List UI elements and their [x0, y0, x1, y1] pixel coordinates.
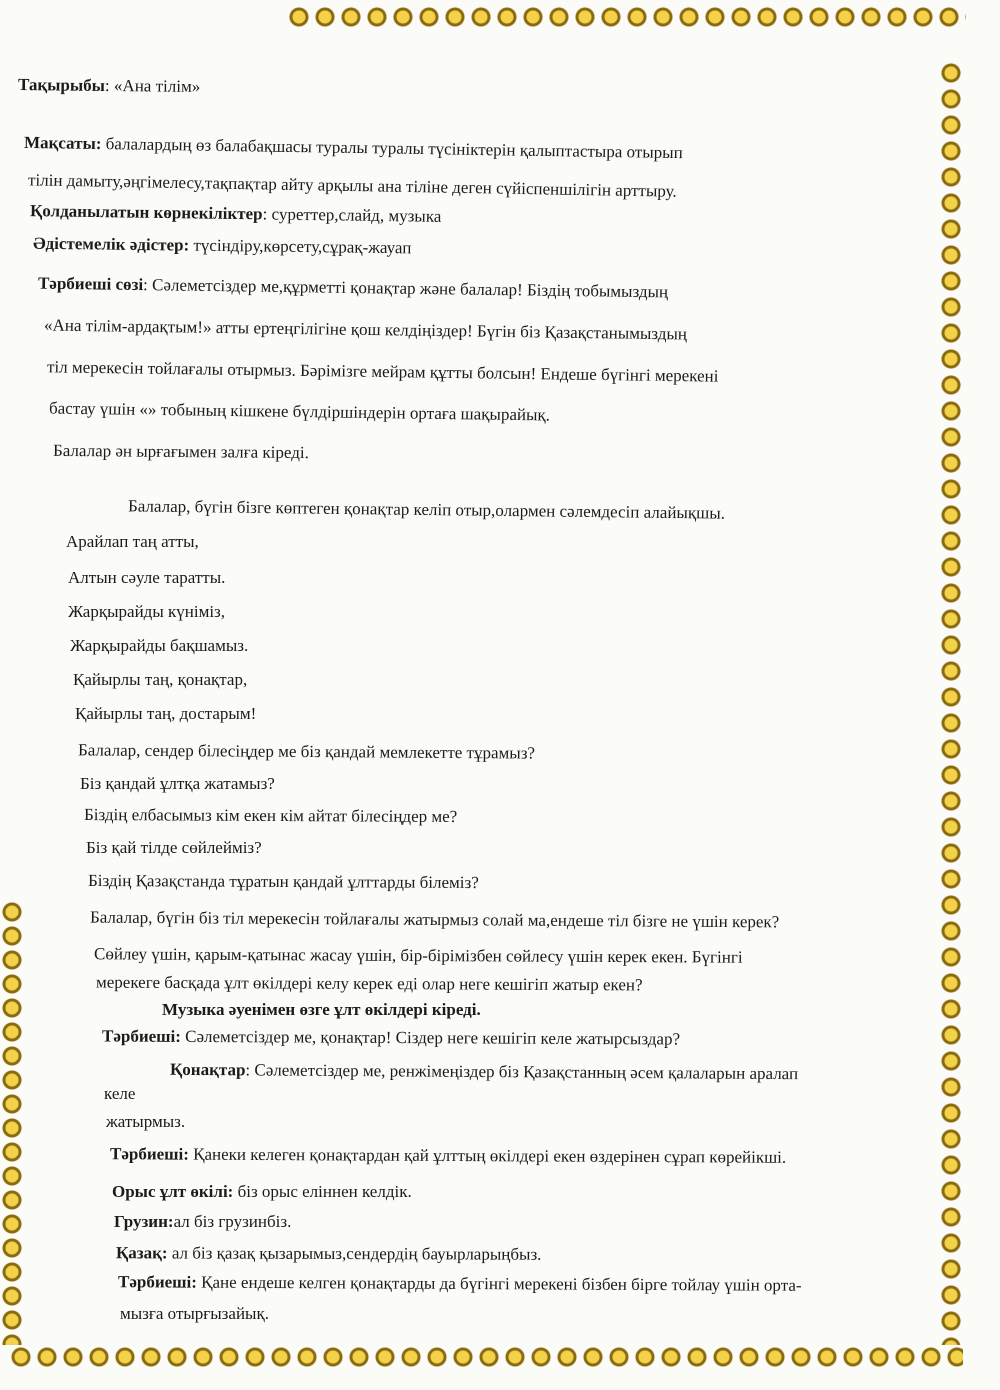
- bead-border-right: [938, 60, 964, 1345]
- dialogue-kazakh: Қазақ: ал біз қазақ қызарымыз,сендердің бауырларыңбыз.: [115, 1243, 542, 1264]
- poem-line: Қайырлы таң, қонақтар,: [73, 670, 248, 689]
- goal-line-1: Мақсаты: балалардың өз балабақшасы туралы туралы түсініктерін қалыптастыра отырып: [23, 132, 683, 163]
- poem-line: Алтын сәуле таратты.: [68, 568, 226, 587]
- greeting-intro: Балалар, бүгін бізге көптеген қонақтар келіп отыр,олармен сәлемдесіп алайықшы.: [127, 496, 726, 523]
- question-line: Біз қай тілде сөйлейміз?: [86, 838, 262, 857]
- dialogue-teacher-2: Тәрбиеші: Қанеки келеген қонақтардан қай ұлттың өкілдері екен өздерінен сұрап көрейікші.: [109, 1144, 787, 1167]
- topic-line: Тақырыбы: «Ана тілім»: [17, 75, 201, 96]
- teacher-intro-label: Тәрбиеші сөзі: [37, 273, 144, 295]
- dialogue-guests-line-2: келе: [104, 1084, 136, 1103]
- topic-value: «Ана тілім»: [113, 76, 201, 96]
- bead-border-bottom: [8, 1344, 963, 1370]
- visuals-line: Қолданылатын көрнекіліктер: суреттер,слайд, музыка: [29, 201, 442, 226]
- teacher-intro-line-4: бастау үшін «» тобының кішкене бүлдіршіндерін ортаға шақырайық.: [48, 398, 551, 425]
- dialogue-teacher-3-line-2: мызға отырғызайық.: [120, 1304, 269, 1323]
- dialogue-georgian: Грузин:ал біз грузинбіз.: [114, 1212, 292, 1231]
- holiday-line: Балалар, бүгін біз тіл мерекесін тойлағалы жатырмыз солай ма,ендеше тіл бізге не үшін керек?: [89, 907, 780, 932]
- goal-line-2: тілін дамыту,әңгімелесу,тақпақтар айту арқылы ана тіліне деген сүйіспеншілігін арттыру.: [27, 170, 677, 201]
- teacher-intro-line-1: Тәрбиеші сөзі: Сәлеметсіздер ме,құрметті қонақтар және балалар! Біздің тобымыздың: [37, 273, 669, 302]
- dialogue-russian: Орыс ұлт өкілі: біз орыс еліннен келдік.: [112, 1182, 412, 1201]
- bead-border-left: [0, 900, 24, 1345]
- dialogue-teacher-3-line-1: Тәрбиеші: Қане ендеше келген қонақтарды да бүгінгі мерекені бізбен бірге тойлау үшін орта-: [117, 1272, 802, 1295]
- poem-line: Қайырлы таң, достарым!: [75, 704, 257, 723]
- music-note: Музыка әуенімен өзге ұлт өкілдері кіреді.: [162, 1000, 481, 1019]
- methods-label: Әдістемелік әдістер:: [32, 233, 190, 255]
- poem-line: Жарқырайды бақшамыз.: [70, 636, 249, 655]
- goal-label: Мақсаты:: [23, 132, 102, 154]
- topic-label: Тақырыбы: [17, 75, 106, 95]
- question-line: Біздің Қазақстанда тұратын қандай ұлттарды білеміз?: [87, 870, 479, 893]
- holiday-line: Сөйлеу үшін, қарым-қатынас жасау үшін, бір-бірімізбен сөйлесу үшін керек екен. Бүгінгі: [93, 944, 743, 967]
- question-line: Біз қандай ұлтқа жатамыз?: [80, 774, 275, 793]
- dialogue-guests-line-3: жатырмыз.: [106, 1112, 186, 1131]
- teacher-intro-line-5: Балалар ән ырғағымен залға кіреді.: [52, 440, 309, 463]
- poem-line: Арайлап таң атты,: [66, 532, 199, 551]
- dialogue-guests-line-1: Қонақтар: Сәлеметсіздер ме, ренжімеңіздер біз Қазақстанның әсем қалаларын аралап: [169, 1059, 799, 1084]
- poem-line: Жарқырайды күніміз,: [68, 602, 226, 621]
- dialogue-teacher-1: Тәрбиеші: Сәлеметсіздер ме, қонақтар! Сіздер неге кешігіп келе жатырсыздар?: [101, 1026, 681, 1049]
- teacher-intro-line-2: «Ана тілім-ардақтым!» атты ертеңгілігіне қош келдіңіздер! Бүгін біз Қазақстанымыздың: [43, 315, 688, 344]
- question-line: Балалар, сендер білесіңдер ме біз қандай мемлекетте тұрамыз?: [77, 740, 536, 763]
- methods-line: Әдістемелік әдістер: түсіндіру,көрсету,сұрақ-жауап: [32, 233, 412, 258]
- visuals-label: Қолданылатын көрнекіліктер: [29, 201, 263, 224]
- question-line: Біздің елбасымыз кім екен кім айтат білесіңдер ме?: [83, 805, 458, 826]
- bead-border-top: [286, 4, 966, 30]
- holiday-line: мерекеге басқада ұлт өкілдері келу керек еді олар неге кешігіп жатыр екен?: [95, 972, 643, 995]
- teacher-intro-line-3: тіл мерекесін тойлағалы отырмыз. Бәрімізге мейрам құтты болсын! Ендеше бүгінгі мерекені: [46, 357, 719, 386]
